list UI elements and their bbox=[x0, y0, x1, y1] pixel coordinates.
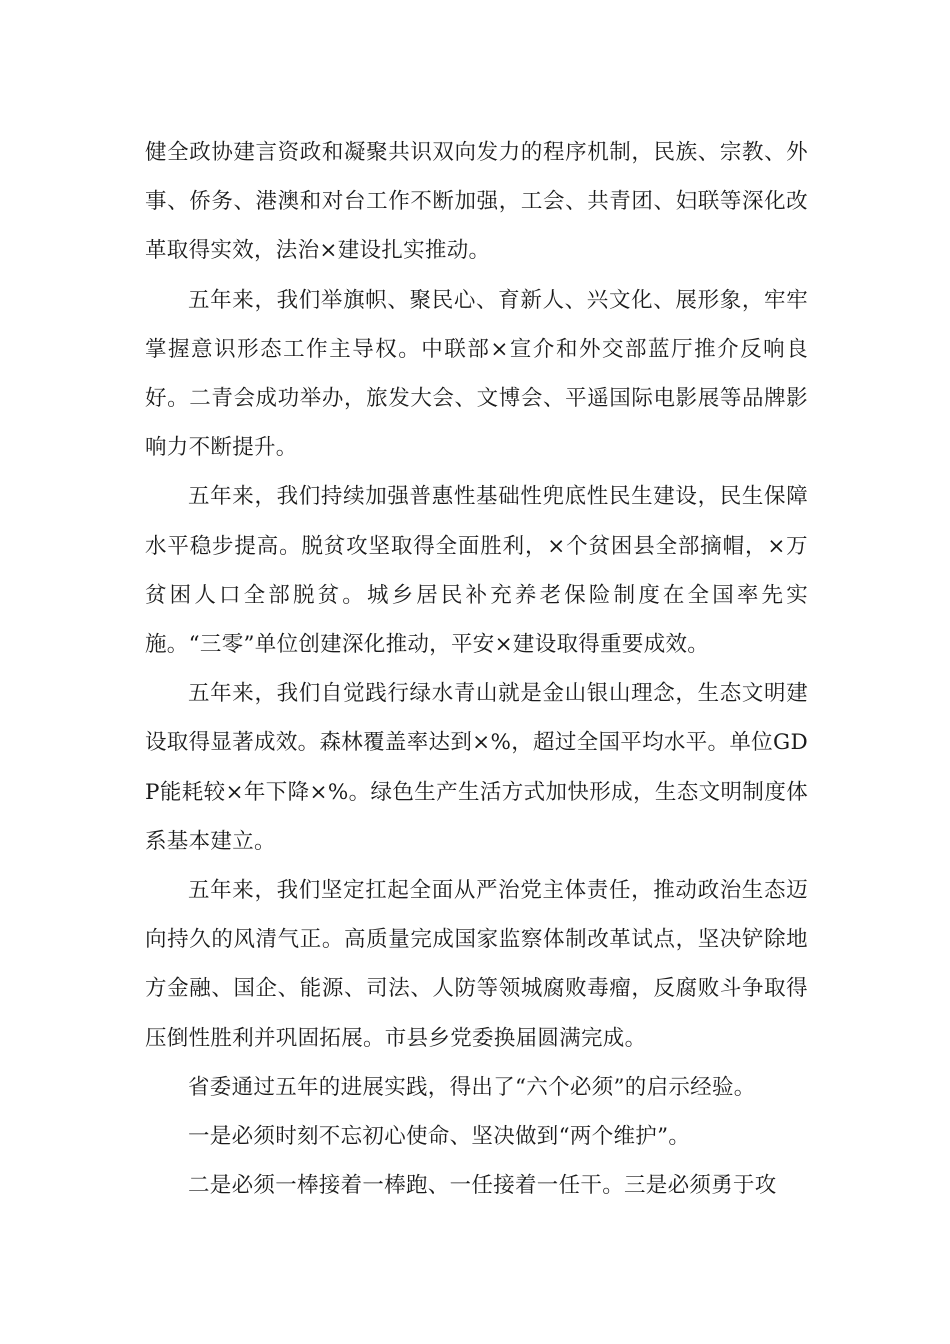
paragraph-2: 五年来，我们举旗帜、聚民心、育新人、兴文化、展形象，牢牢掌握意识形态工作主导权。中联部×宣介和外交部蓝厅推介反响良好。二青会成功举办，旅发大会、文博会、平遥国际电影展等品牌影响力不断提升。 bbox=[145, 287, 808, 461]
paragraph-8: 二是必须一棒接着一棒跑、一任接着一任干。三是必须勇于攻 bbox=[188, 1173, 777, 1199]
paragraph-1: 健全政协建言资政和凝聚共识双向发力的程序机制，民族、宗教、外事、侨务、港澳和对台工作不断加强，工会、共青团、妇联等深化改革取得实效，法治×建设扎实推动。 bbox=[145, 140, 808, 264]
paragraph-5: 五年来，我们坚定扛起全面从严治党主体责任，推动政治生态迈向持久的风清气正。高质量完成国家监察体制改革试点，坚决铲除地方金融、国企、能源、司法、人防等领城腐败毒瘤，反腐败斗争取得压倒性胜利并巩固拓展。市县乡党委换届圆满完成。 bbox=[145, 878, 808, 1051]
paragraph-7: 一是必须时刻不忘初心使命、坚决做到“两个维护”。 bbox=[188, 1124, 691, 1150]
paragraph-6: 省委通过五年的进展实践，得出了“六个必须”的启示经验。 bbox=[188, 1074, 756, 1100]
paragraph-3: 五年来，我们持续加强普惠性基础性兜底性民生建设，民生保障水平稳步提高。脱贫攻坚取得全面胜利，×个贫困县全部摘帽，×万贫困人口全部脱贫。城乡居民补充养老保险制度在全国率先实施。“三零”单位创建深化推动，平安×建设取得重要成效。 bbox=[145, 484, 808, 658]
paragraph-4: 五年来，我们自觉践行绿水青山就是金山银山理念，生态文明建设取得显著成效。森林覆盖率达到×%，超过全国平均水平。单位GDP能耗较×年下降×%。绿色生产生活方式加快形成，生态文明制度体系基本建立。 bbox=[145, 681, 808, 854]
document-body bbox=[145, 128, 808, 1210]
